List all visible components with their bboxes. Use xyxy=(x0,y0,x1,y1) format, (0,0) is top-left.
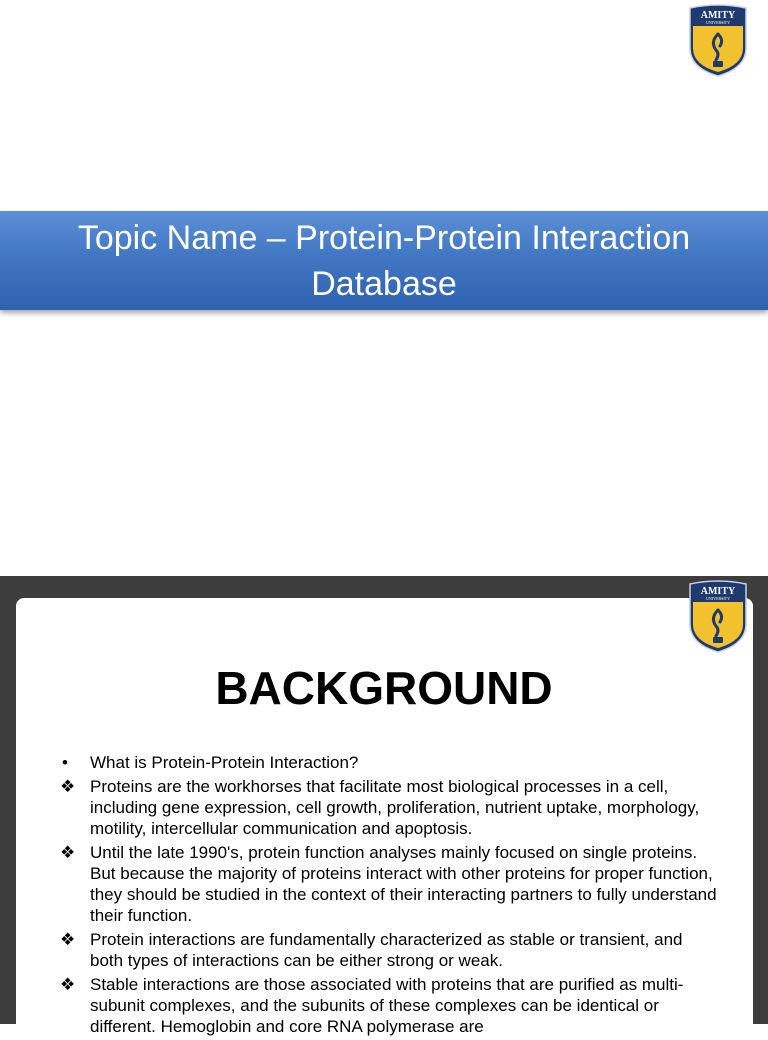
bullet-list xyxy=(60,752,720,1040)
svg-text:AMITY: AMITY xyxy=(700,10,736,21)
bullet-dot-icon: • xyxy=(62,753,68,772)
bullet-item xyxy=(60,776,720,839)
bullet-item xyxy=(60,752,720,773)
slide-title-line-2: Database xyxy=(311,264,457,303)
bullet-item xyxy=(60,974,720,1037)
diamond-bullet-icon: ❖ xyxy=(60,975,76,994)
diamond-bullet-icon: ❖ xyxy=(60,930,76,949)
amity-logo xyxy=(686,4,750,78)
bullet-text: Proteins are the workhorses that facilitate most biological processes in a cell, including gene expression, cell growth, proliferation, nutrient uptake, morphology, motility, intercellular communication and apoptosis. xyxy=(90,777,700,838)
slide-title-line-1: Topic Name – Protein-Protein Interaction xyxy=(77,218,691,257)
svg-text:AMITY: AMITY xyxy=(700,586,736,597)
bullet-text: Stable interactions are those associated with proteins that are purified as multi-subunit complexes, and the subunits of these complexes can be identical or different. Hemoglobin and core RNA polymerase are xyxy=(90,975,684,1036)
bullet-text: Protein interactions are fundamentally characterized as stable or transient, and both types of interactions can be either strong or weak. xyxy=(90,930,683,970)
bullet-text: Until the late 1990's, protein function analyses mainly focused on single proteins. But because the majority of proteins interact with other proteins for proper function, they should be studied in the context of their interacting partners to fully understand their function. xyxy=(90,843,717,925)
amity-shield-icon xyxy=(686,580,750,654)
bullet-item xyxy=(60,929,720,971)
diamond-bullet-icon: ❖ xyxy=(60,843,76,862)
diamond-bullet-icon: ❖ xyxy=(60,777,76,796)
title-banner xyxy=(0,211,768,310)
svg-text:UNIVERSITY: UNIVERSITY xyxy=(706,596,730,601)
bullet-item xyxy=(60,842,720,926)
bullet-text: What is Protein-Protein Interaction? xyxy=(90,753,359,772)
slide-title xyxy=(14,215,754,307)
amity-shield-icon xyxy=(686,4,750,78)
amity-logo xyxy=(686,580,750,654)
svg-text:UNIVERSITY: UNIVERSITY xyxy=(706,20,730,25)
section-heading: BACKGROUND xyxy=(215,662,553,714)
